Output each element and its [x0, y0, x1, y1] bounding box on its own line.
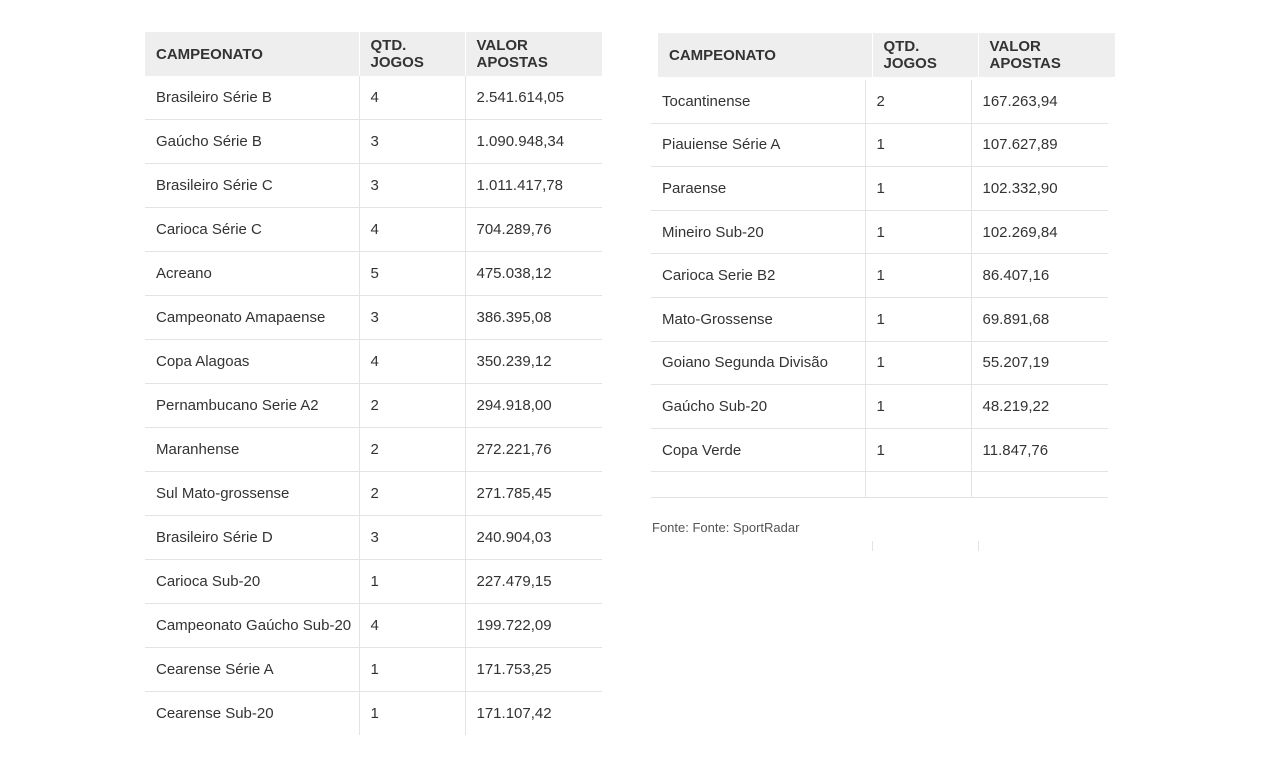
cell-qtd-jogos: 5	[359, 252, 465, 296]
cell-valor-apostas: 48.219,22	[971, 385, 1108, 429]
cell-campeonato: Maranhense	[145, 428, 359, 472]
cell-campeonato: Gaúcho Sub-20	[651, 385, 865, 429]
cell-qtd-jogos: 3	[359, 120, 465, 164]
header-valor-apostas: VALOR APOSTAS	[465, 32, 602, 76]
header-qtd-jogos: QTD. JOGOS	[872, 33, 978, 77]
cell-qtd-jogos: 4	[359, 208, 465, 252]
cell-campeonato: Copa Alagoas	[145, 340, 359, 384]
cell-qtd-jogos: 1	[865, 341, 971, 385]
cell-qtd-jogos: 4	[359, 604, 465, 648]
empty-cell	[971, 472, 1108, 498]
cell-qtd-jogos: 1	[359, 648, 465, 692]
cell-valor-apostas: 294.918,00	[465, 384, 602, 428]
cell-valor-apostas: 475.038,12	[465, 252, 602, 296]
cell-campeonato: Gaúcho Série B	[145, 120, 359, 164]
cell-campeonato: Carioca Sub-20	[145, 560, 359, 604]
table-row	[145, 164, 602, 208]
cell-qtd-jogos: 3	[359, 296, 465, 340]
cell-campeonato: Goiano Segunda Divisão	[651, 341, 865, 385]
table-row	[145, 604, 602, 648]
cell-campeonato: Campeonato Amapaense	[145, 296, 359, 340]
cell-campeonato: Cearense Série A	[145, 648, 359, 692]
table-row	[145, 428, 602, 472]
cell-valor-apostas: 102.332,90	[971, 167, 1108, 211]
cell-campeonato: Tocantinense	[651, 80, 865, 123]
cell-qtd-jogos: 2	[359, 428, 465, 472]
cell-valor-apostas: 386.395,08	[465, 296, 602, 340]
right-bets-table-header	[658, 33, 1115, 77]
cell-valor-apostas: 55.207,19	[971, 341, 1108, 385]
table-row	[145, 76, 602, 120]
cell-campeonato: Brasileiro Série C	[145, 164, 359, 208]
table-row	[145, 560, 602, 604]
cell-valor-apostas: 271.785,45	[465, 472, 602, 516]
divider-tick	[978, 541, 979, 551]
empty-cell	[865, 472, 971, 498]
cell-valor-apostas: 1.011.417,78	[465, 164, 602, 208]
cell-valor-apostas: 2.541.614,05	[465, 76, 602, 120]
left-table-body	[145, 76, 602, 735]
cell-qtd-jogos: 1	[865, 254, 971, 298]
table-row	[651, 210, 1108, 254]
table-row	[145, 252, 602, 296]
cell-campeonato: Acreano	[145, 252, 359, 296]
cell-valor-apostas: 11.847,76	[971, 428, 1108, 472]
header-qtd-jogos: QTD. JOGOS	[359, 32, 465, 76]
cell-campeonato: Mineiro Sub-20	[651, 210, 865, 254]
cell-qtd-jogos: 2	[359, 384, 465, 428]
table-row	[145, 692, 602, 736]
table-row	[145, 340, 602, 384]
left-bets-table	[145, 32, 602, 735]
cell-campeonato: Brasileiro Série B	[145, 76, 359, 120]
cell-campeonato: Piauiense Série A	[651, 123, 865, 167]
right-bets-table	[651, 80, 1108, 498]
cell-qtd-jogos: 1	[865, 167, 971, 211]
cell-valor-apostas: 167.263,94	[971, 80, 1108, 123]
cell-qtd-jogos: 1	[865, 385, 971, 429]
cell-campeonato: Campeonato Gaúcho Sub-20	[145, 604, 359, 648]
cell-campeonato: Carioca Serie B2	[651, 254, 865, 298]
cell-qtd-jogos: 3	[359, 164, 465, 208]
cell-qtd-jogos: 1	[865, 297, 971, 341]
right-table-body	[651, 80, 1108, 498]
table-row	[651, 341, 1108, 385]
cell-valor-apostas: 227.479,15	[465, 560, 602, 604]
cell-valor-apostas: 272.221,76	[465, 428, 602, 472]
cell-valor-apostas: 240.904,03	[465, 516, 602, 560]
cell-valor-apostas: 350.239,12	[465, 340, 602, 384]
cell-qtd-jogos: 1	[865, 210, 971, 254]
cell-valor-apostas: 1.090.948,34	[465, 120, 602, 164]
table-header-row	[658, 33, 1115, 77]
empty-cell	[651, 472, 865, 498]
table-row	[145, 648, 602, 692]
cell-valor-apostas: 69.891,68	[971, 297, 1108, 341]
empty-table-row	[651, 472, 1108, 498]
table-row	[651, 254, 1108, 298]
divider-tick	[872, 541, 873, 551]
table-row	[651, 297, 1108, 341]
cell-campeonato: Sul Mato-grossense	[145, 472, 359, 516]
cell-qtd-jogos: 2	[865, 80, 971, 123]
header-valor-apostas: VALOR APOSTAS	[978, 33, 1115, 77]
cell-valor-apostas: 704.289,76	[465, 208, 602, 252]
cell-qtd-jogos: 4	[359, 76, 465, 120]
cell-valor-apostas: 171.753,25	[465, 648, 602, 692]
cell-campeonato: Brasileiro Série D	[145, 516, 359, 560]
table-row	[145, 384, 602, 428]
table-row	[145, 516, 602, 560]
table-header-row	[145, 32, 602, 76]
header-campeonato: CAMPEONATO	[658, 33, 872, 77]
cell-campeonato: Pernambucano Serie A2	[145, 384, 359, 428]
cell-qtd-jogos: 1	[865, 123, 971, 167]
cell-valor-apostas: 86.407,16	[971, 254, 1108, 298]
cell-qtd-jogos: 1	[865, 428, 971, 472]
table-row	[145, 120, 602, 164]
cell-valor-apostas: 199.722,09	[465, 604, 602, 648]
table-row	[651, 80, 1108, 123]
cell-campeonato: Copa Verde	[651, 428, 865, 472]
cell-valor-apostas: 102.269,84	[971, 210, 1108, 254]
header-campeonato: CAMPEONATO	[145, 32, 359, 76]
source-note: Fonte: Fonte: SportRadar	[652, 520, 800, 535]
table-row	[651, 123, 1108, 167]
cell-qtd-jogos: 1	[359, 692, 465, 736]
cell-qtd-jogos: 2	[359, 472, 465, 516]
cell-campeonato: Paraense	[651, 167, 865, 211]
table-row	[651, 428, 1108, 472]
table-row	[145, 208, 602, 252]
cell-valor-apostas: 171.107,42	[476, 705, 552, 722]
table-row	[651, 167, 1108, 211]
cell-qtd-jogos: 1	[359, 560, 465, 604]
table-row	[651, 385, 1108, 429]
cell-valor-apostas: 107.627,89	[971, 123, 1108, 167]
cell-qtd-jogos: 3	[359, 516, 465, 560]
cell-qtd-jogos: 4	[359, 340, 465, 384]
cell-campeonato: Carioca Série C	[145, 208, 359, 252]
cell-campeonato: Cearense Sub-20	[145, 692, 359, 736]
cell-campeonato: Mato-Grossense	[651, 297, 865, 341]
table-row	[145, 296, 602, 340]
table-row	[145, 472, 602, 516]
